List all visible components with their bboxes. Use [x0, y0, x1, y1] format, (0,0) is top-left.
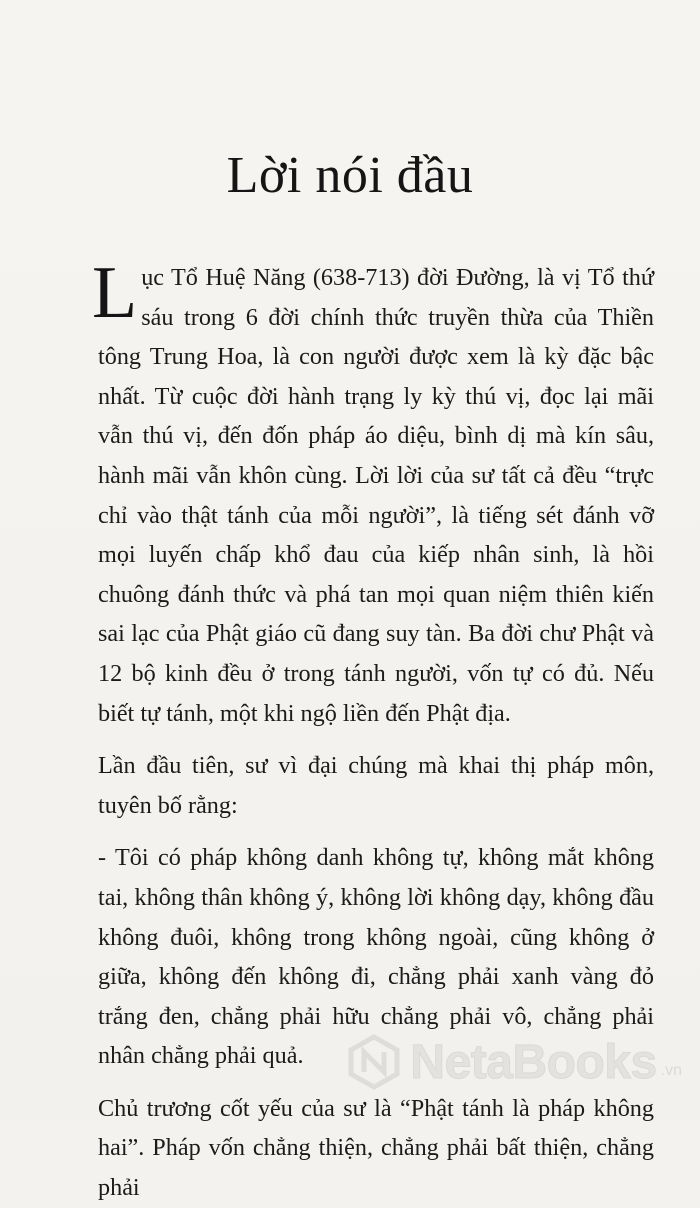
paragraph-4	[98, 1089, 654, 1208]
watermark-brand: NetaBooks	[410, 1035, 657, 1089]
chapter-title: Lời nói đầu	[226, 147, 474, 204]
paragraph-1	[92, 252, 654, 733]
drop-cap: L	[92, 252, 138, 334]
paragraph-2-text: Lần đầu tiên, sư vì đại chúng mà khai thị pháp môn, tuyên bố rằng:	[98, 752, 654, 819]
netabooks-logo-icon	[346, 1034, 402, 1090]
paragraph-1-text: ục Tổ Huệ Năng (638-713) đời Đường, là vị Tổ thứ sáu trong 6 đời chính thức truyền thừa của Thiền tông Trung Hoa, là con người được xem là kỳ đặc bậc nhất. Từ cuộc đời hành trạng ly kỳ thú vị, đọc lại mãi vẫn thú vị, đến đốn pháp áo diệu, bình dị mà kín sâu, hành mãi vẫn khôn cùng. Lời lời của sư tất cả đều “trực chỉ vào thật tánh của mỗi người”, là tiếng sét đánh vỡ mọi luyến chấp khổ đau của kiếp nhân sinh, là hồi chuông đánh thức và phá tan mọi quan niệm thiên kiến sai lạc của Phật giáo cũ đang suy tàn. Ba đời chư Phật và 12 bộ kinh đều ở trong tánh người, vốn tự có đủ. Nếu biết tự tánh, một khi ngộ liền đến Phật địa.	[98, 264, 654, 727]
watermark-suffix: .vn	[660, 1062, 682, 1079]
paragraph-4-text: Chủ trương cốt yếu của sư là “Phật tánh là pháp không hai”. Pháp vốn chẳng thiện, chẳng phải bất thiện, chẳng phải	[98, 1094, 654, 1202]
watermark	[346, 1034, 682, 1090]
paragraph-3-text: - Tôi có pháp không danh không tự, không mắt không tai, không thân không ý, không lời không dạy, không đầu không đuôi, không trong không ngoài, cũng không ở giữa, không đến không đi, chẳng phải xanh vàng đỏ trắng đen, chẳng phải hữu chẳng phải vô, chẳng phải nhân chẳng phải quả.	[98, 844, 654, 1070]
paragraph-2	[98, 746, 654, 825]
